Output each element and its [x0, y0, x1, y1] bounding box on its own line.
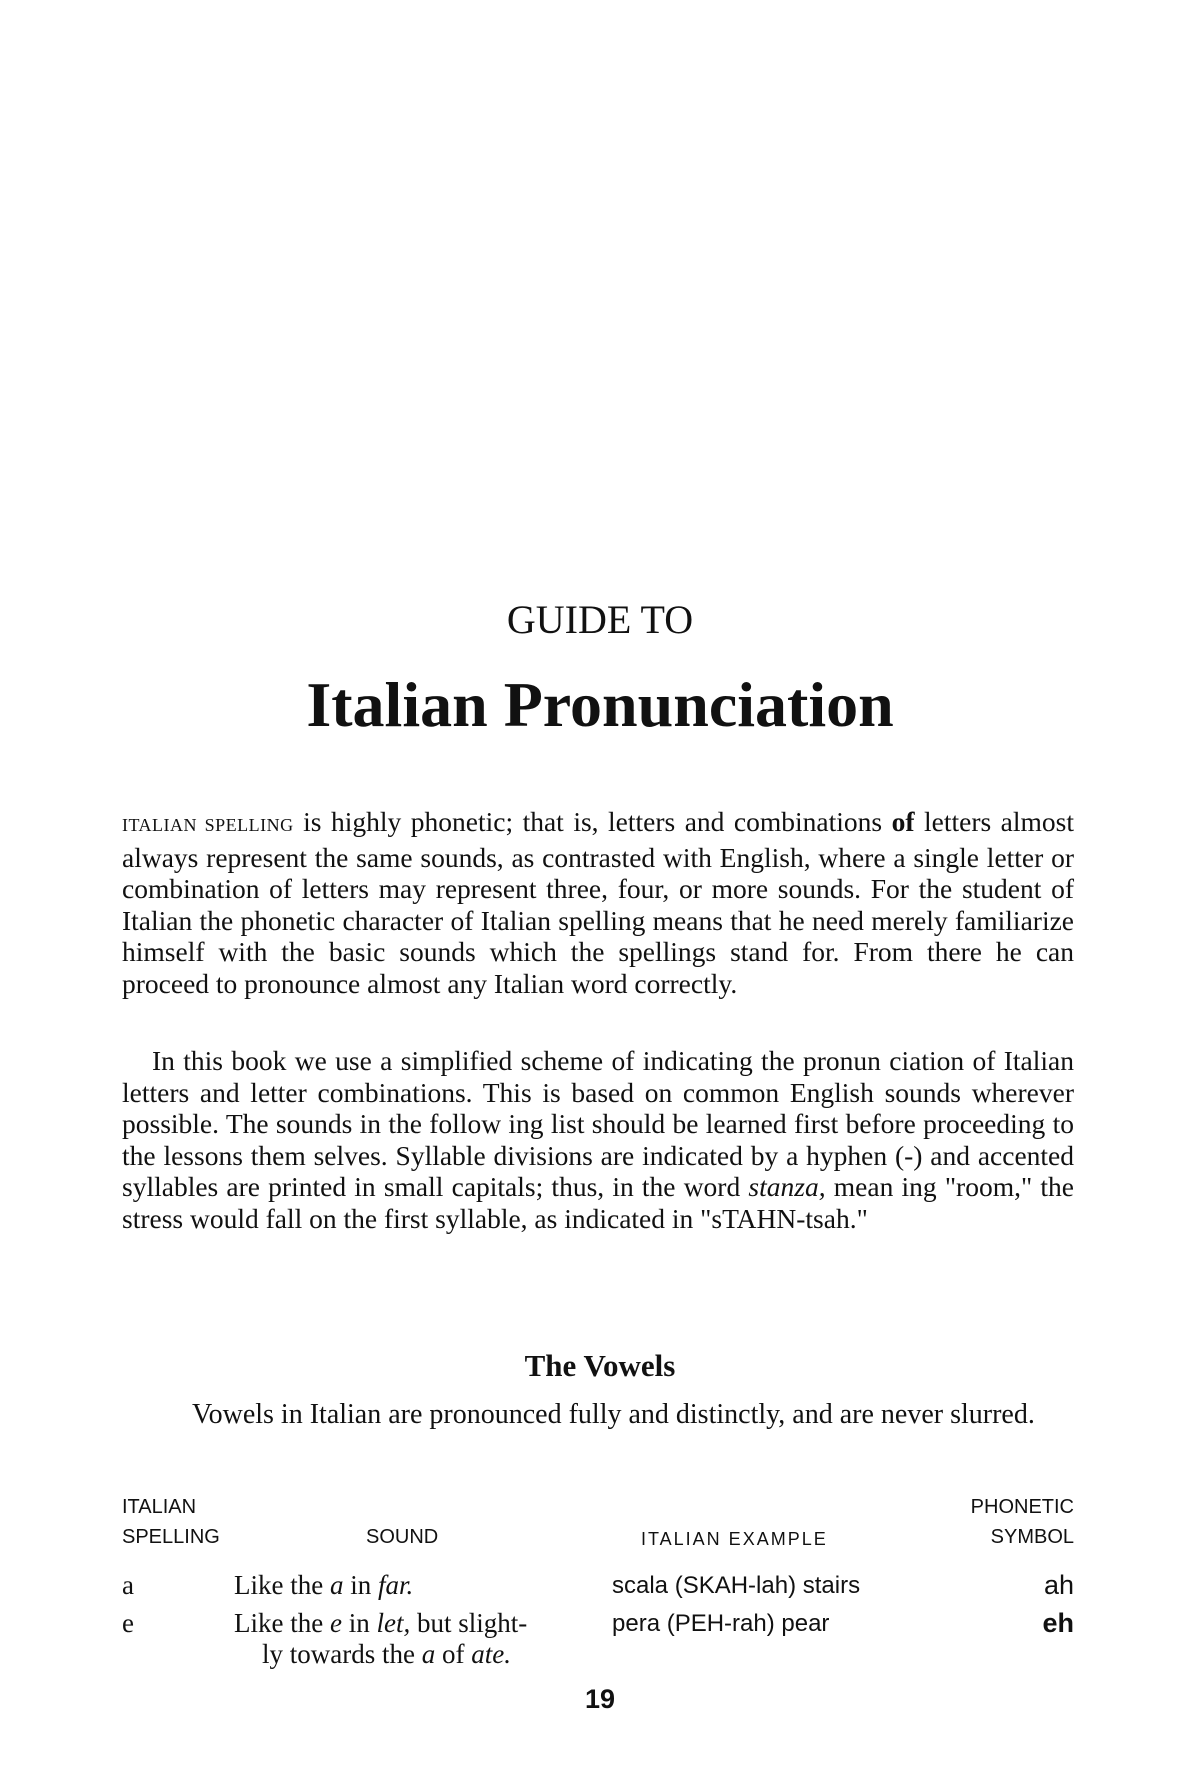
table-row-sound: [234, 1608, 584, 1670]
paragraph-scheme-text-a: In this book we use a simplified scheme of indicating the pronun ciation of Italian letters and letter combinations. This is based on common English sounds wherever possible. The sounds in the follow ing list should be learned first before proceeding to the lessons them selves. Syllable divisions are indicated by a hyphen (-) and accented syllables are printed in small capitals; thus, in the word: [122, 1045, 1074, 1202]
paragraph-text-a: highly phonetic; that is, letters and combinations: [321, 806, 892, 837]
sound-italic: ate.: [471, 1639, 511, 1669]
sound-italic: a: [421, 1639, 436, 1669]
page-kicker: GUIDE TO: [506, 597, 694, 642]
paragraph-first-word: is: [303, 806, 322, 837]
paragraph-scheme-text-b: mean ing "room," the stress would fall on the first syllable, as indicated in "sTAHN-tsah.": [122, 1171, 1074, 1234]
sound-text: of: [435, 1639, 472, 1669]
sound-italic: let,: [376, 1608, 411, 1638]
table-row-symbol: eh: [1042, 1608, 1074, 1638]
column-header-spelling-line2: SPELLING: [122, 1526, 220, 1548]
table-row-sound: [234, 1570, 584, 1601]
paragraph-of-word: of: [891, 806, 915, 837]
paragraph-scheme: [122, 1045, 1074, 1234]
table-row-symbol: ah: [1043, 1570, 1074, 1600]
sound-text: Like the: [234, 1608, 330, 1638]
column-header-phonetic: [971, 1492, 1074, 1552]
paragraph-lead: ITALIAN SPELLING: [122, 815, 294, 835]
sound-text: Like the: [234, 1570, 330, 1600]
column-header-sound: SOUND: [366, 1526, 439, 1548]
table-row-letter: e: [122, 1608, 134, 1638]
column-header-spelling: [122, 1492, 220, 1552]
sound-italic: a: [329, 1570, 344, 1600]
table-row-letter: a: [122, 1570, 134, 1600]
vowels-intro: Vowels in Italian are pronounced fully and distinctly, and are never slurred.: [192, 1399, 1035, 1430]
column-header-example: ITALIAN EXAMPLE: [641, 1529, 828, 1549]
table-row-example: pera (PEH-rah) pear: [612, 1610, 830, 1637]
section-heading-vowels: The Vowels: [524, 1348, 676, 1383]
sound-text: ly towards the: [262, 1639, 422, 1669]
column-header-phonetic-line1: PHONETIC: [970, 1496, 1074, 1518]
column-header-spelling-line1: ITALIAN: [122, 1496, 197, 1518]
page-title: Italian Pronunciation: [306, 669, 894, 740]
sound-text: in: [341, 1608, 377, 1638]
paragraph-scheme-word: stanza,: [748, 1171, 826, 1202]
sound-continuation: [234, 1639, 584, 1670]
sound-italic: far.: [377, 1570, 414, 1600]
paragraph-text-b: letters almost always represent the same sounds, as contrasted with English, where a single letter or combination of letters may represent three, four, or more sounds. For the student of Italian the phonetic character of Italian spelling means that he need merely familiarize himself with the basic sounds which the spellings stand for. From there he can proceed to pronounce almost any Italian word correctly.: [122, 806, 1075, 999]
paragraph-spelling: [122, 806, 1074, 999]
page-number: 19: [584, 1684, 616, 1714]
table-row-example: scala (SKAH-lah) stairs: [612, 1572, 861, 1599]
sound-text: in: [343, 1570, 378, 1600]
column-header-phonetic-line2: SYMBOL: [990, 1526, 1074, 1548]
sound-italic: e: [329, 1608, 342, 1638]
sound-text: but slight-: [410, 1608, 528, 1638]
